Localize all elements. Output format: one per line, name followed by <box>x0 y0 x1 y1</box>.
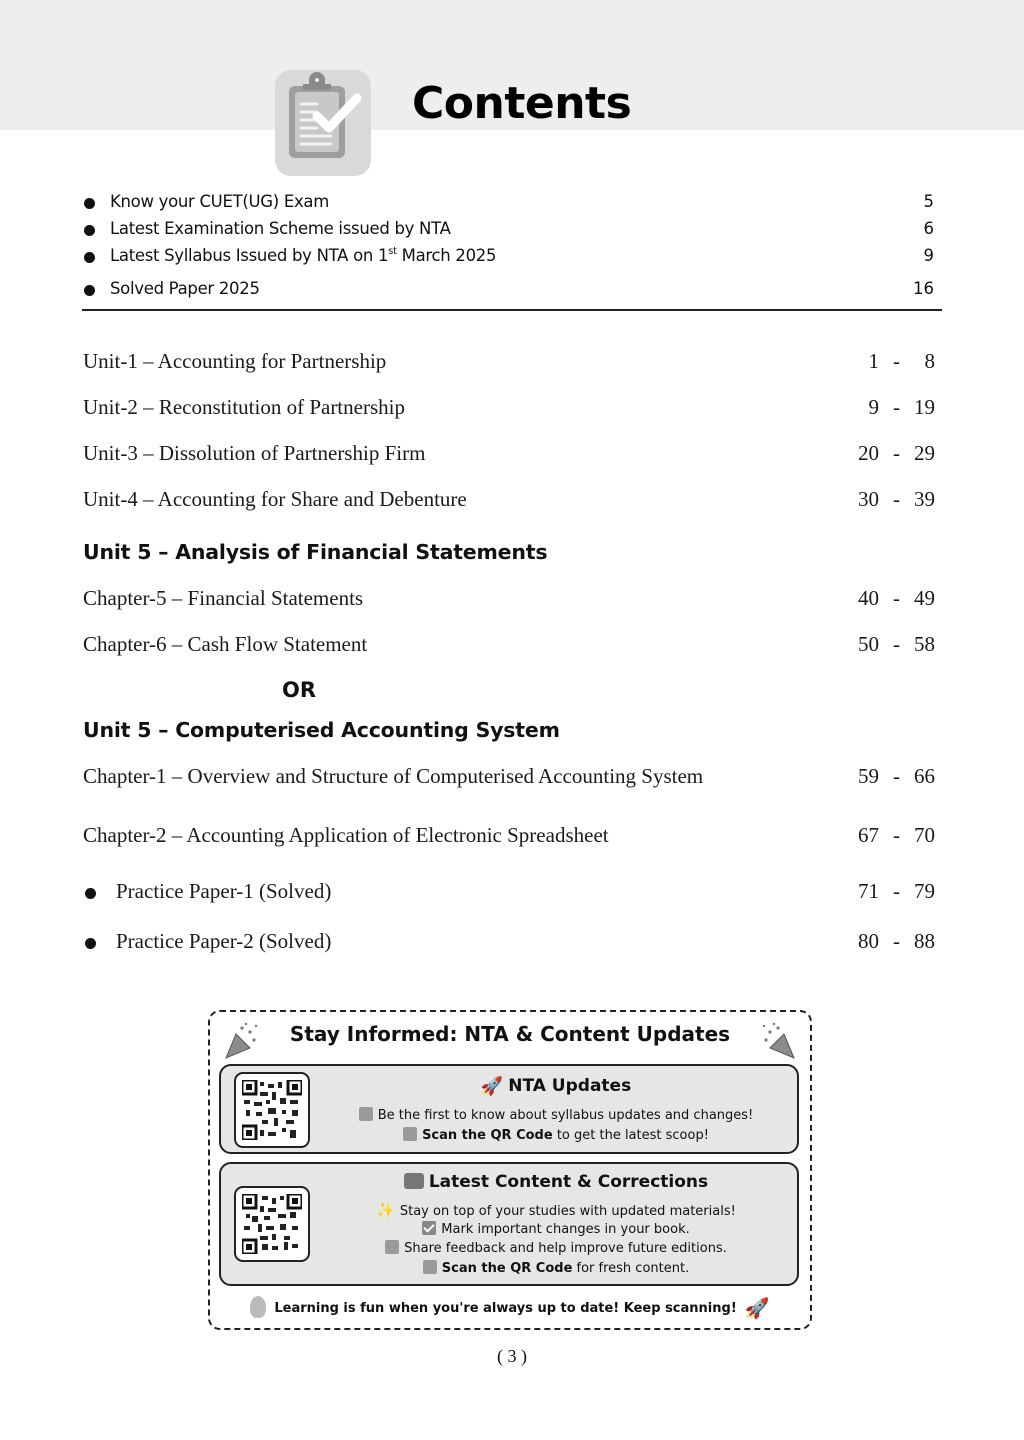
entry-label: Unit-2 – Reconstitution of Partnership <box>83 395 405 419</box>
entry-label: Chapter-2 – Accounting Application of Electronic Spreadsheet <box>83 823 609 847</box>
toc-entry-know-exam[interactable] <box>82 192 942 219</box>
entry-page: 16 <box>913 279 934 298</box>
page-range: 67 - 70 <box>858 823 935 847</box>
page-title: Contents <box>412 78 632 129</box>
entry-page: 5 <box>923 192 934 211</box>
entry-label: Chapter-1 – Overview and Structure of Computerised Accounting System <box>83 764 704 788</box>
page-range: 1 - 8 <box>868 349 935 373</box>
entry-label: Unit-1 – Accounting for Partnership <box>83 349 387 373</box>
entry-label: Chapter-5 – Financial Statements <box>83 586 364 610</box>
bullet-icon <box>85 938 96 949</box>
unit-heading-computerised: Unit 5 – Computerised Accounting System <box>83 718 560 742</box>
toc-entry-chapter-5[interactable] <box>83 586 943 614</box>
toc-entry-unit-1[interactable] <box>83 349 943 377</box>
toc-entry-unit-2[interactable] <box>83 395 943 423</box>
content-line-3: Share feedback and help improve future editions. <box>311 1240 801 1256</box>
entry-label: Latest Examination Scheme issued by NTA <box>110 219 451 238</box>
updates-callout <box>208 1010 812 1330</box>
rocket-icon: 🚀 <box>480 1076 504 1097</box>
page-range: 20 - 29 <box>858 441 935 465</box>
page-number: ( 3 ) <box>497 1346 527 1366</box>
books-icon <box>404 1173 424 1189</box>
content-line-4: Scan the QR Code for fresh content. <box>311 1260 801 1276</box>
nta-updates-line-1: Be the first to know about syllabus updates and changes! <box>311 1107 801 1123</box>
entry-label: Unit-3 – Dissolution of Partnership Firm <box>83 441 426 465</box>
callout-footer: Learning is fun when you're always up to date! Keep scanning! 🚀 <box>210 1296 810 1320</box>
toc-entry-exam-scheme[interactable] <box>82 219 942 246</box>
clipboard-check-icon <box>275 70 371 176</box>
toc-entry-practice-paper-1[interactable] <box>83 879 943 907</box>
qr-code-nta[interactable] <box>234 1072 310 1148</box>
bullet-icon <box>85 888 96 899</box>
checkbox-icon <box>422 1221 436 1235</box>
toc-entry-unit-4[interactable] <box>83 487 943 515</box>
callout-title: Stay Informed: NTA & Content Updates <box>289 1022 731 1046</box>
nta-updates-panel <box>219 1064 799 1154</box>
toc-entry-syllabus[interactable] <box>82 246 942 273</box>
page-range: 40 - 49 <box>858 586 935 610</box>
toc-entry-cas-chapter-1[interactable] <box>83 764 943 792</box>
page-range: 30 - 39 <box>858 487 935 511</box>
entry-label: Practice Paper-2 (Solved) <box>116 929 332 953</box>
bullet-icon <box>84 225 95 236</box>
entry-label: Know your CUET(UG) Exam <box>110 192 330 211</box>
unit-heading-analysis: Unit 5 – Analysis of Financial Statements <box>83 540 548 564</box>
lightbulb-icon <box>250 1296 266 1318</box>
sparkles-icon: ✨ <box>376 1201 395 1219</box>
rocket-icon: 🚀 <box>744 1296 770 1320</box>
entry-page: 9 <box>923 246 934 265</box>
page-range: 50 - 58 <box>858 632 935 656</box>
intro-list <box>82 192 942 306</box>
page-range: 71 - 79 <box>858 879 935 903</box>
nta-updates-line-2: Scan the QR Code to get the latest scoop! <box>311 1127 801 1143</box>
page-range: 59 - 66 <box>858 764 935 788</box>
party-popper-icon <box>758 1020 800 1062</box>
content-corrections-title: Latest Content & Corrections <box>311 1172 801 1192</box>
divider <box>82 309 942 311</box>
qr-code-content[interactable] <box>234 1186 310 1262</box>
page-range: 80 - 88 <box>858 929 935 953</box>
nta-updates-title: 🚀 NTA Updates <box>480 1076 632 1097</box>
toc-entry-unit-3[interactable] <box>83 441 943 469</box>
content-line-1: ✨ Stay on top of your studies with updated materials! <box>376 1201 736 1219</box>
bullet-icon <box>84 252 95 263</box>
entry-label: Practice Paper-1 (Solved) <box>116 879 332 903</box>
content-corrections-panel <box>219 1162 799 1286</box>
memo-icon <box>385 1240 399 1254</box>
or-separator: OR <box>282 678 317 702</box>
toc-entry-practice-paper-2[interactable] <box>83 929 943 957</box>
entry-label: Latest Syllabus Issued by NTA on 1st March 2025 <box>110 246 497 265</box>
bullet-icon <box>84 198 95 209</box>
toc-entry-solved-paper[interactable] <box>82 279 942 306</box>
content-line-2: Mark important changes in your book. <box>311 1221 801 1237</box>
entry-page: 6 <box>923 219 934 238</box>
entry-label: Unit-4 – Accounting for Share and Debenture <box>83 487 467 511</box>
phone-icon <box>423 1260 437 1274</box>
megaphone-icon <box>359 1107 373 1121</box>
entry-label: Solved Paper 2025 <box>110 279 260 298</box>
toc-entry-chapter-6[interactable] <box>83 632 943 660</box>
page-range: 9 - 19 <box>868 395 935 419</box>
bullet-icon <box>84 285 95 296</box>
toc-entry-cas-chapter-2[interactable] <box>83 823 943 851</box>
entry-label: Chapter-6 – Cash Flow Statement <box>83 632 368 656</box>
phone-icon <box>403 1127 417 1141</box>
